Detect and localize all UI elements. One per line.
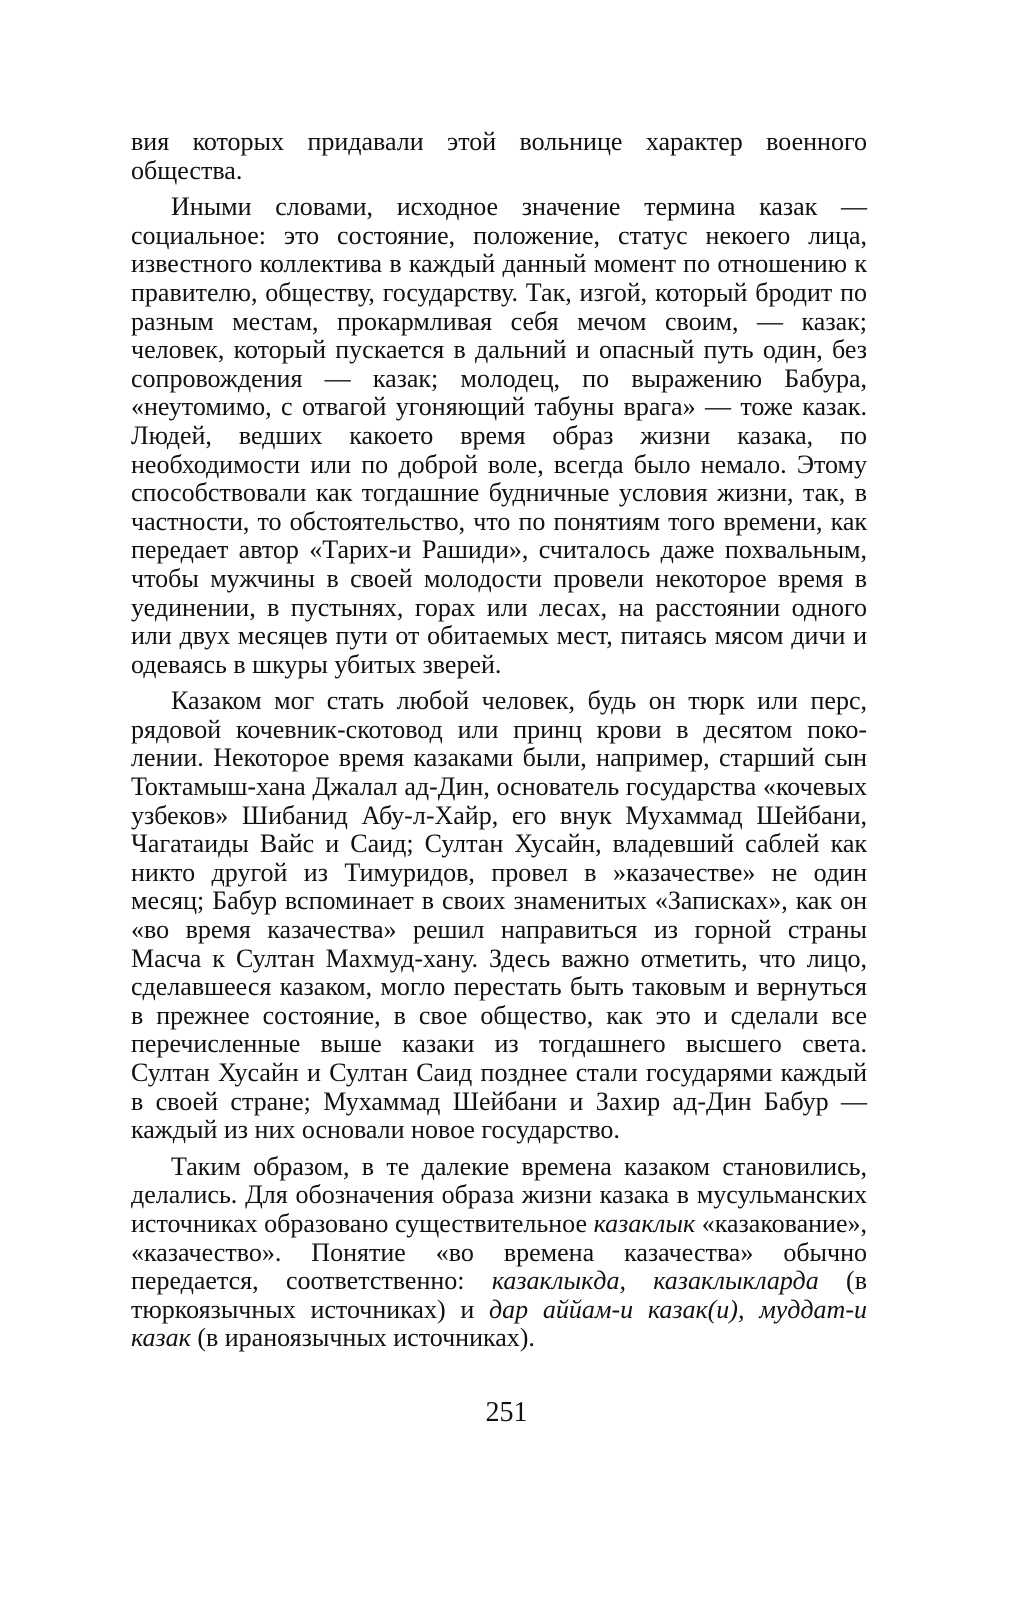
paragraph-4-term-turkic: казаклыкда, казаклыкларда bbox=[491, 1266, 819, 1296]
paragraph-4-text-4: (в ираноязычных источниках). bbox=[190, 1323, 535, 1353]
paragraph-1 bbox=[131, 128, 867, 185]
paragraph-4-text-1: Таким образом, в те далекие времена казаком становились, делались. Для обозначения образа жизни казака в мусульманских источниках образовано существительное bbox=[131, 1151, 867, 1238]
paragraph-4-text-3: (в тюркоязычных источниках) и bbox=[131, 1266, 867, 1324]
paragraph-4-term-persian: дар аййам-и казак(и), муддат-и казак bbox=[131, 1294, 867, 1353]
paragraph-1-text: вия которых придавали этой вольнице характер военного общества. bbox=[131, 127, 867, 185]
paragraph-2-text: Иными словами, исходное значение термина казак — социальное: это состояние, положение, статус некоего лица, известного коллектива в каждый данный момент по отношению к правителю, обществу, государству. Так, изгой, который бродит по разным местам, прокармливая себя мечом своим, — казак; человек, который пускается в дальний и опасный путь один, без сопровождения — казак; молодец, по выражению Бабура, «неутомимо, с отвагой угоняющий табуны врага» — тоже казак. Людей, ведших какоето время образ жизни казака, по необходимости или по доброй воле, всегда было немало. Этому способствовали как тогдашние будничные условия жизни, так, в частности, то обстоятельство, что по понятиям того времени, как передает автор «Тарих-и Рашиди», считалось даже похвальным, чтобы мужчины в своей молодости провели некоторое время в уединении, в пустынях, горах или лесах, на расстоянии одного или двух месяцев пути от обитаемых мест, питаясь мясом дичи и одеваясь в шкуры убитых зверей. bbox=[131, 192, 867, 679]
paragraph-4-term-kazaklyk: казаклык bbox=[593, 1208, 696, 1238]
paragraph-4-text-2: «казакование», «казачество». Понятие «во времена казачества» обычно передается, соответственно: bbox=[131, 1208, 867, 1296]
page-body bbox=[131, 128, 867, 1353]
paragraph-3 bbox=[131, 687, 867, 1145]
paragraph-4 bbox=[131, 1153, 867, 1353]
paragraph-3-text: Казаком мог стать любой человек, будь он тюрк или перс, рядовой кочевник-скотовод или принц крови в десятом поколении. Некоторое время казаками были, например, старший сын Токтамыш-хана Джалал ад-Дин, основатель государства «кочевых узбеков» Шибанид Абу-л-Хайр, его внук Мухаммад Шейбани, Чагатаиды Вайс и Саид; Султан Хусайн, владевший саблей как никто другой из Тимуридов, провел в »казачестве» не один месяц; Бабур вспоминает в своих знаменитых «Записках», как он «во время казачества» решил направиться из горной страны Масча к Султан Махмуд-хану. Здесь важно отметить, что лицо, сделавшееся казаком, могло перестать быть таковым и вернуться в прежнее состояние, в свое общество, как это и сделали все перечисленные выше казаки из тогдашнего высшего света. Султан Хусайн и Султан Саид позднее стали государями каждый в своей стране; Мухаммад Шейбани и Захир ад-Дин Бабур — каждый из них основали новое государство. bbox=[131, 686, 867, 1145]
page-number: 251 bbox=[485, 1397, 528, 1428]
paragraph-2 bbox=[131, 193, 867, 679]
